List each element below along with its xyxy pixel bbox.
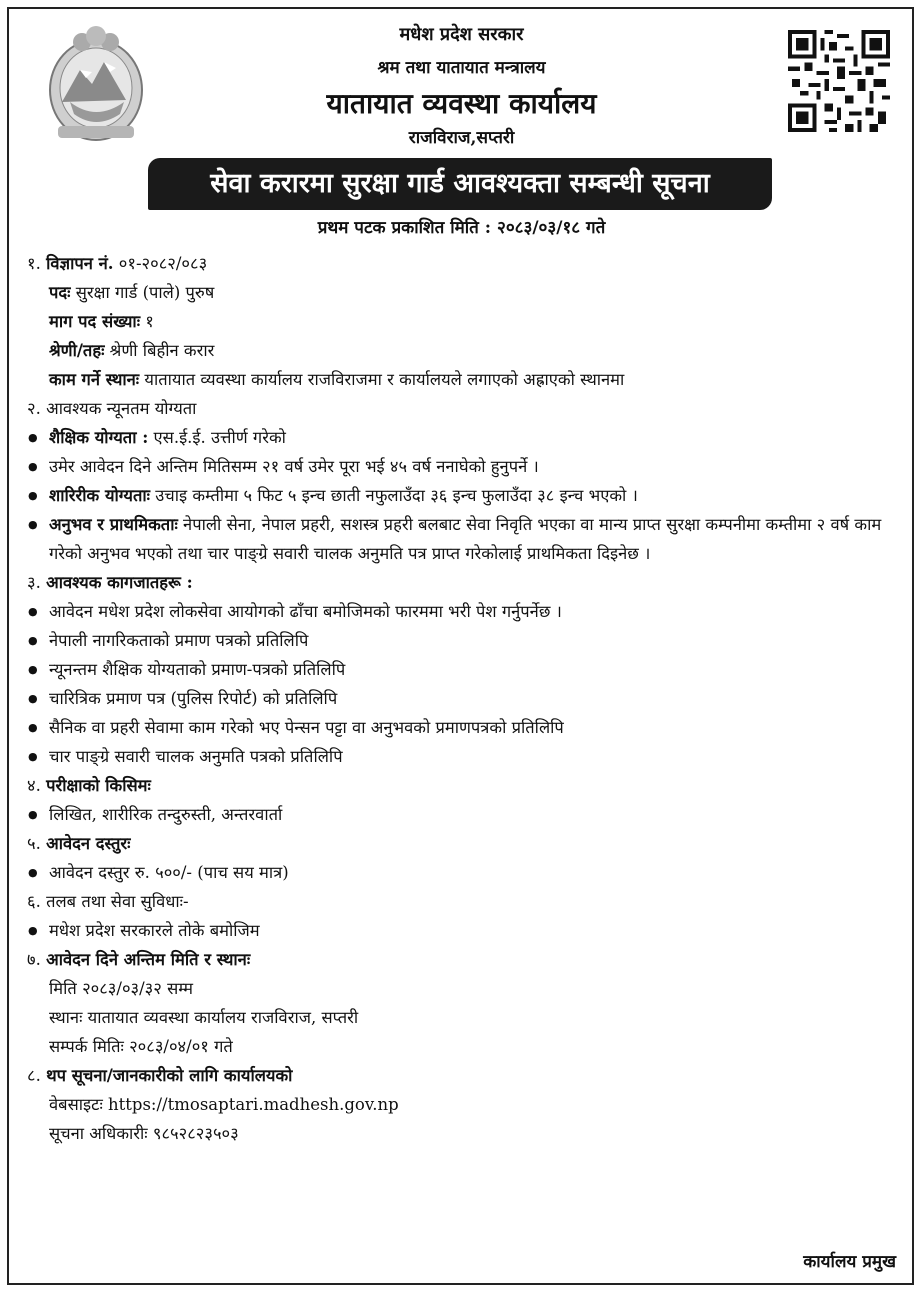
govt-name: मधेश प्रदेश सरकार — [399, 24, 524, 45]
section-1-advert: १. विज्ञापन नं. ०१-२०८२/०८३ — [27, 254, 208, 273]
physical-item: ● शारिरीक योग्यताः उचाइ कम्तीमा ५ फिट ५ इन्च छाती नफुलाउँदा ३६ इन्च फुलाउँदा ३८ इन्च भएको । — [27, 481, 907, 510]
age-item: ● उमेर आवेदन दिने अन्तिम मितिसम्म २१ वर्ष उमेर पूरा भई ४५ वर्ष ननाघेको हुनुपर्ने । — [27, 452, 907, 481]
section-8-title: ८. थप सूचना/जानकारीको लागि कार्यालयको — [27, 1066, 293, 1085]
ministry-name: श्रम तथा यातायात मन्त्रालय — [377, 58, 546, 78]
post-row: पदः सुरक्षा गार्ड (पाले) पुरुष — [49, 283, 215, 302]
exam-type-item: ● लिखित, शारीरिक तन्दुरुस्ती, अन्तरवार्ता — [27, 800, 907, 829]
section-5-title: ५. आवेदन दस्तुरः — [27, 834, 131, 853]
education-item: ● शैक्षिक योग्यता : एस.ई.ई. उत्तीर्ण गरेको — [27, 423, 907, 452]
advert-no-value: ०१-२०८२/०८३ — [113, 254, 208, 273]
application-place: स्थानः यातायात व्यवस्था कार्यालय राजविराज, सप्तरी — [49, 1008, 359, 1027]
office-location: राजविराज,सप्तरी — [408, 128, 515, 148]
section-7-title: ७. आवेदन दिने अन्तिम मिति र स्थानः — [27, 950, 251, 969]
class-row: श्रेणी/तहः श्रेणी बिहीन करार — [49, 341, 215, 360]
website-link[interactable]: वेबसाइटः https://tmosaptari.madhesh.gov.np — [49, 1095, 399, 1114]
experience-item: ● अनुभव र प्राथमिकताः नेपाली सेना, नेपाल प्रहरी, सशस्त्र प्रहरी बलबाट सेवा निवृति भएका वा मान्य प्राप्त सुरक्षा कम्पनीमा कम्तीमा २ वर्ष काम गरेको अनुभव भएको तथा चार पाङ्ग्रे सवारी चालक अनुमति पत्र प्राप्त गरेकोलाई प्राथमिकता दिइनेछ । — [27, 510, 907, 568]
document-item: ● चारित्रिक प्रमाण पत्र (पुलिस रिपोर्ट) को प्रतिलिपि — [27, 684, 907, 713]
document-item: ● सैनिक वा प्रहरी सेवामा काम गरेको भए पेन्सन पट्टा वा अनुभवको प्रमाणपत्रको प्रतिलिपि — [27, 713, 907, 742]
deadline-date: मिति २०८३/०३/३२ सम्म — [49, 979, 194, 998]
section-2-title: २. आवश्यक न्यूनतम योग्यता — [27, 399, 197, 418]
advert-no-label: विज्ञापन नं. — [46, 254, 114, 273]
office-name: यातायात व्यवस्था कार्यालय — [326, 87, 597, 120]
post-count-row: माग पद संख्याः १ — [49, 312, 154, 331]
document-item: ● न्यूनन्तम शैक्षिक योग्यताको प्रमाण-पत्रको प्रतिलिपि — [27, 655, 907, 684]
document-item: ● नेपाली नागरिकताको प्रमाण पत्रको प्रतिलिपि — [27, 626, 907, 655]
info-officer-phone: सूचना अधिकारीः ९८५२८२३५०३ — [49, 1124, 239, 1143]
notice-body — [27, 249, 907, 1148]
fee-item: ● आवेदन दस्तुर रु. ५००/- (पाच सय मात्र) — [27, 858, 907, 887]
section-4-title: ४. परीक्षाको किसिमः — [27, 776, 151, 795]
work-place-row: काम गर्ने स्थानः यातायात व्यवस्था कार्यालय राजविराजमा र कार्यालयले लगाएको अह्राएको स्थानमा — [49, 370, 625, 389]
publish-date: प्रथम पटक प्रकाशित मिति : २०८३/०३/१८ गते — [317, 218, 606, 238]
section-3-title: ३. आवश्यक कागजातहरू : — [27, 573, 193, 592]
document-item: ● चार पाङ्ग्रे सवारी चालक अनुमति पत्रको प्रतिलिपि — [27, 742, 907, 771]
salary-item: ● मधेश प्रदेश सरकारले तोके बमोजिम — [27, 916, 907, 945]
notice-title-banner: सेवा करारमा सुरक्षा गार्ड आवश्यक्ता सम्बन्धी सूचना — [148, 158, 772, 210]
document-item: ● आवेदन मधेश प्रदेश लोकसेवा आयोगको ढाँचा बमोजिमको फारममा भरी पेश गर्नुपर्नेछ । — [27, 597, 907, 626]
contact-date: सम्पर्क मितिः २०८३/०४/०१ गते — [49, 1037, 233, 1056]
signature-office-chief: कार्यालय प्रमुख — [803, 1252, 896, 1272]
section-6-title: ६. तलब तथा सेवा सुविधाः- — [27, 892, 189, 911]
